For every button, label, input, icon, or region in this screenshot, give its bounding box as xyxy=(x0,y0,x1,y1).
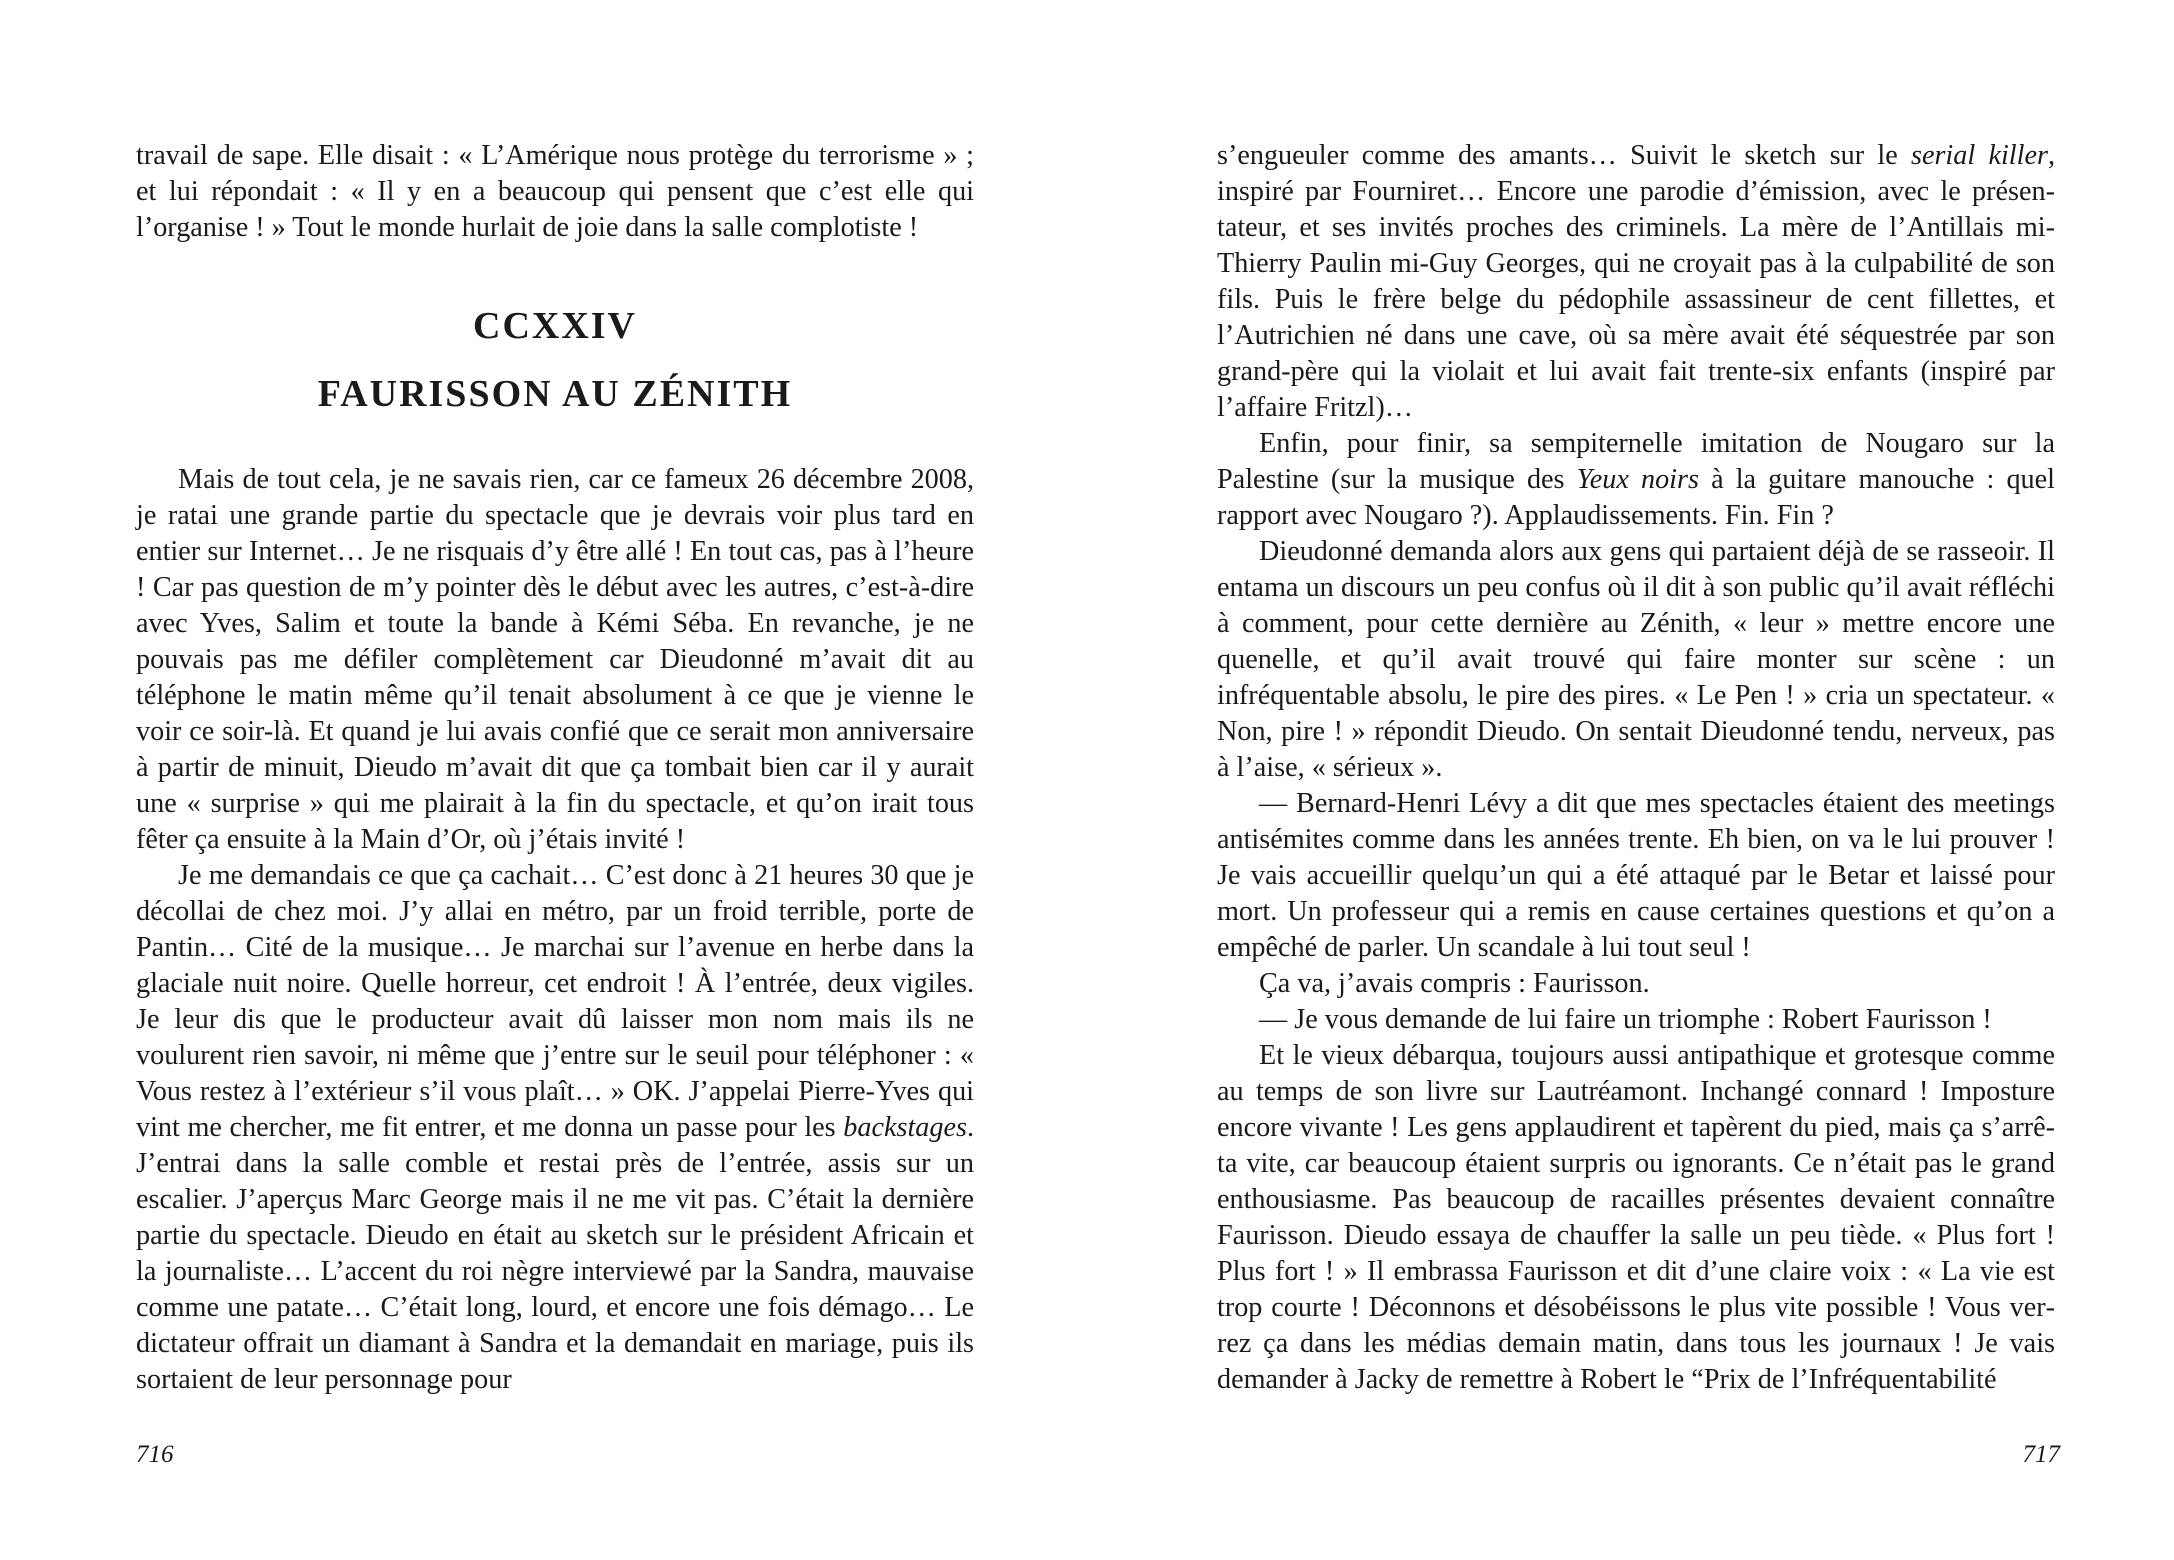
dialogue-paragraph: — Je vous demande de lui faire un triomphe : Robert Faurisson ! xyxy=(1259,1004,1992,1035)
paragraph-text: . J’entrai dans la salle comble et restai près de l’entrée, assis sur un escalier. J’aperçus Marc George mais il ne me vit pas. C’était la dernière partie du spectacle. Dieudo en était au sketch sur le président Africain et la journaliste… L’accent du roi nègre interviewé par la Sandra, mauvaise comme une patate… C’était long, lourd, et encore une fois démago… Le dictateur offrait un diamant à Sandra et la demandait en mariage, puis ils sortaient de leur personnage pour xyxy=(136,1112,974,1395)
chapter-title: FAURISSON AU ZÉNITH xyxy=(317,373,793,415)
chapter-number: CCXXIV xyxy=(473,305,637,347)
italic-term: serial killer xyxy=(1910,140,2048,171)
paragraph-text: Je me demandais ce que ça cachait… C’est donc à 21 heures 30 que je décollai de chez moi. J’y allai en métro, par un froid terrible, porte de Pantin… Cité de la musique… Je marchai sur l’avenue en herbe dans la glaciale nuit noire. Quelle horreur, cet endroit ! À l’entrée, deux vigiles. Je leur dis que le producteur avait dû laisser mon nom mais ils ne voulurent rien savoir, ni même que j’entre sur le seuil pour téléphoner : « Vous restez à l’extérieur s’il vous plaît… » OK. J’appelai Pierre-Yves qui vint me chercher, me fit entrer, et me donna un passe pour les xyxy=(136,860,974,1143)
paragraph: Ça va, j’avais compris : Faurisson. xyxy=(1259,968,1650,999)
continuation-paragraph xyxy=(1217,138,2055,426)
paragraph-text: s’engueuler comme des amants… Suivit le sketch sur le xyxy=(1217,140,1911,171)
paragraph-text: Enfin, pour finir, sa sempiternelle imitation de Nougaro sur la Palestine (sur la musique des xyxy=(1217,428,2055,495)
page-number: 716 xyxy=(136,1441,174,1468)
paragraph: Et le vieux débarqua, toujours aussi antipathique et grotesque comme au temps de son livre sur Lautréamont. Inchangé connard ! Imposture encore vivante ! Les gens applaudirent et tapèrent du pied, mais ça s’arrêta vite, car beaucoup étaient surpris ou ignorants. Ce n’était pas le grand enthousiasme. Pas beaucoup de racailles présentes devaient connaître Faurisson. Dieudo essaya de chauffer la salle un peu tiède. « Plus fort ! Plus fort ! » Il embrassa Faurisson et dit d’une claire voix : « La vie est trop courte ! Déconnons et désobéissons le plus vite possible ! Vous verrez ça dans les médias demain matin, dans tous les journaux ! Je vais demander à Jacky de remettre à Robert le “Prix de l’Infréquentabilité xyxy=(1217,1040,2055,1395)
paragraph-text: , inspiré par Fourniret… Encore une parodie d’émission, avec le présentateur, et ses invités proches des criminels. La mère de l’Antillais mi-Thierry Paulin mi-Guy Georges, qui ne croyait pas à la culpabilité de son fils. Puis le frère belge du pédophile assassineur de cent fillettes, et l’Autrichien né dans une cave, où sa mère avait été séquestrée par son grand-père qui la violait et lui avait fait trente-six enfants (inspiré par l’affaire Fritzl)… xyxy=(1217,140,2055,423)
italic-term: backstages xyxy=(843,1112,967,1143)
continuation-paragraph: travail de sape. Elle disait : « L’Amérique nous protège du terrorisme » ; et lui répondait : « Il y en a beaucoup qui pensent que c’est elle qui l’organise ! » Tout le monde hurlait de joie dans la salle complotiste ! xyxy=(136,140,974,243)
paragraph: Dieudonné demanda alors aux gens qui partaient déjà de se rasseoir. Il entama un discours un peu confus où il dit à son public qu’il avait réfléchi à comment, pour cette dernière au Zénith, « leur » mettre encore une quenelle, et qu’il avait trouvé qui faire monter sur scène : un infréquentable absolu, le pire des pires. « Le Pen ! » cria un spectateur. « Non, pire ! » répondit Dieudo. On sentait Dieudonné tendu, nerveux, pas à l’aise, « sérieux ». xyxy=(1217,536,2055,783)
italic-term: Yeux noirs xyxy=(1576,464,1699,495)
dialogue-paragraph: — Bernard-Henri Lévy a dit que mes spectacles étaient des meetings antisémites comme dans les années trente. Eh bien, on va le lui prouver ! Je vais accueillir quelqu’un qui a été attaqué par le Betar et laissé pour mort. Un professeur qui a remis en cause certaines questions et qu’on a empêché de parler. Un scandale à lui tout seul ! xyxy=(1217,788,2055,963)
paragraph: Mais de tout cela, je ne savais rien, car ce fameux 26 décembre 2008, je ratai une grande partie du spectacle que je devrais voir plus tard en entier sur Internet… Je ne risquais d’y être allé ! En tout cas, pas à l’heure ! Car pas question de m’y pointer dès le début avec les autres, c’est-à-dire avec Yves, Salim et toute la bande à Kémi Séba. En revanche, je ne pouvais pas me défiler complètement car Dieudonné m’avait dit au téléphone le matin même qu’il tenait absolument à ce que je vienne le voir ce soir-là. Et quand je lui avais confié que ce serait mon anniversaire à partir de minuit, Dieudo m’avait dit que ça tombait bien car il y aurait une « surprise » qui me plairait à la fin du spectacle, et qu’on irait tous fêter ça ensuite à la Main d’Or, où j’étais invité ! xyxy=(136,464,974,855)
right-page xyxy=(1087,0,2174,1560)
right-text-block xyxy=(1217,138,2055,1398)
page-number: 717 xyxy=(2022,1441,2060,1468)
paragraph xyxy=(136,858,974,1398)
left-text-block xyxy=(136,138,974,1398)
paragraph xyxy=(1217,426,2055,534)
paragraph-text: à la guitare manouche : quel rapport avec Nougaro ?). Applaudissements. Fin. Fin ? xyxy=(1217,464,2055,531)
